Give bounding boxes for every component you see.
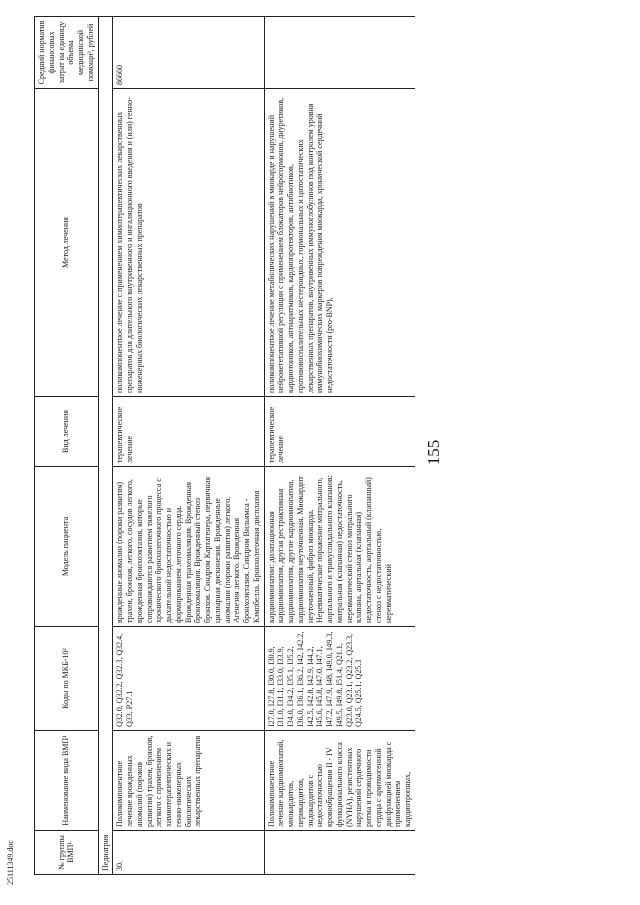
- header-vmp-name: Наименование вида ВМП¹: [35, 731, 99, 831]
- header-icd-codes: Коды по МКБ-10²: [35, 627, 99, 731]
- header-avg-cost: Средний норматив финансовых затрат на единицу объема медицинской помощи³, рублей: [35, 17, 99, 89]
- cell-treatment-type: терапевтическое лечение: [264, 397, 415, 467]
- table-row: [264, 17, 415, 875]
- cell-vmp-name: Поликомпонентное лечение кардиомиопатий, миокардитов, перикардитов, эндокардитов с недостаточностью кровообращения II - IV функционального класса (NYHA), резистентных нарушений сердечного ритма и проводимости сердца с аритмогенной дисфункцией миокарда с применением кардиотропных,: [264, 731, 415, 831]
- file-name: 25111349.doc: [6, 840, 15, 885]
- header-treatment-method: Метод лечения: [35, 89, 99, 397]
- section-title: Педиатрия: [98, 17, 113, 875]
- cell-vmp-name: Поликомпонентное лечение врожденных аномалий (пороков развития) трахеи, бронхов, легкого с применением химиотерапевтических и генно-инженерных биологических лекарственных препаратов: [113, 731, 264, 831]
- table-header-row: [35, 17, 99, 875]
- cell-icd-codes: Q32.0, Q32.2, Q32.3, Q32.4, Q33, P27.1: [113, 627, 264, 731]
- cell-icd-codes: I27.0, I27.8, I30.0, I30.9, I31.0, I31.1, I33.0, I33.9, I34.0, I34.2, I35.1, I35.2, I36.0, I36.1, I36.2, I42, I42.2, I42.5, I42.8, I42.9, I44.2, I45.6, I45.8, I47.0, I47.1, I47.2, I47.9, I48, I49.0, I49.3, I49.5, I49.8, I51.4, Q21.1, Q23.0, Q23.1, Q23.2, Q23.3, Q24.5, Q25.1, Q25.3: [264, 627, 415, 731]
- cell-avg-cost: 86660: [113, 17, 264, 89]
- header-treatment-type: Вид лечения: [35, 397, 99, 467]
- cell-treatment-type: терапевтическое лечение: [113, 397, 264, 467]
- cell-group: [264, 831, 415, 875]
- header-group: № группы ВМП¹: [35, 831, 99, 875]
- cell-treatment-method: поликомпонентное лечение с применением химиотерапевтических лекарственных препаратов для длительного внутривенного и ингаляционного введения и (или) генно-инженерных биологических лекарственных препаратов: [113, 89, 264, 397]
- cell-avg-cost: [264, 17, 415, 89]
- table-row: [113, 17, 264, 875]
- section-row-pediatrics: [98, 17, 113, 875]
- cell-treatment-method: поликомпонентное лечение метаболических нарушений в миокарде и нарушений нейровегетативной регуляции с применением блокаторов нейрогормонов, диуретиков, кардиотоников, антиаритмиков, кардиопротекторов, антибиотиков, противовоспалительных нестероидных, гормональных и цитостатических лекарственных препаратов, внутривенных иммуноглобулинов под контролем уровня иммунобиохимических маркеров повреждения миокарда, хронической сердечной недостаточности (pro-BNP),: [264, 89, 415, 397]
- cell-patient-model: кардиомиопатии: дилатационная кардиомиопатия, другая рестриктивная кардиомиопатия, другие кардиомиопатии, кардиомиопатия неуточненная. Миокардит неуточненный, фиброз миокарда. Неревматическое поражение митрального, аортального и трикуспидального клапанов: митральная (клапанная) недостаточность, неревматический стеноз митрального клапана, аортальная (клапанная) недостаточность, аортальный (клапанный) стеноз с недостаточностью, неревматический: [264, 467, 415, 627]
- header-patient-model: Модель пациента: [35, 467, 99, 627]
- cell-patient-model: врожденные аномалии (пороки развития) трахеи, бронхов, легкого, сосудов легкого, врожденная бронхоэктазия, которые сопровождаются развитием тяжелого хронического бронхолегочного процесса с дыхательной недостаточностью и формированием легочного сердца. Врожденная трахеомаляция. Врожденная бронхомаляция. Врожденный стеноз бронхов. Синдром Картагенера, первичная цилиарная дискинезия. Врожденные аномалии (пороки развития) легкого. Агенезия легкого. Врожденная бронхоэктазия. Синдром Вильямса - Кэмпбелла. Бронхолегочная дисплазия: [113, 467, 264, 627]
- page-number: 155: [424, 439, 443, 466]
- cell-group: 30.: [113, 831, 264, 875]
- vmp-table: [34, 16, 415, 875]
